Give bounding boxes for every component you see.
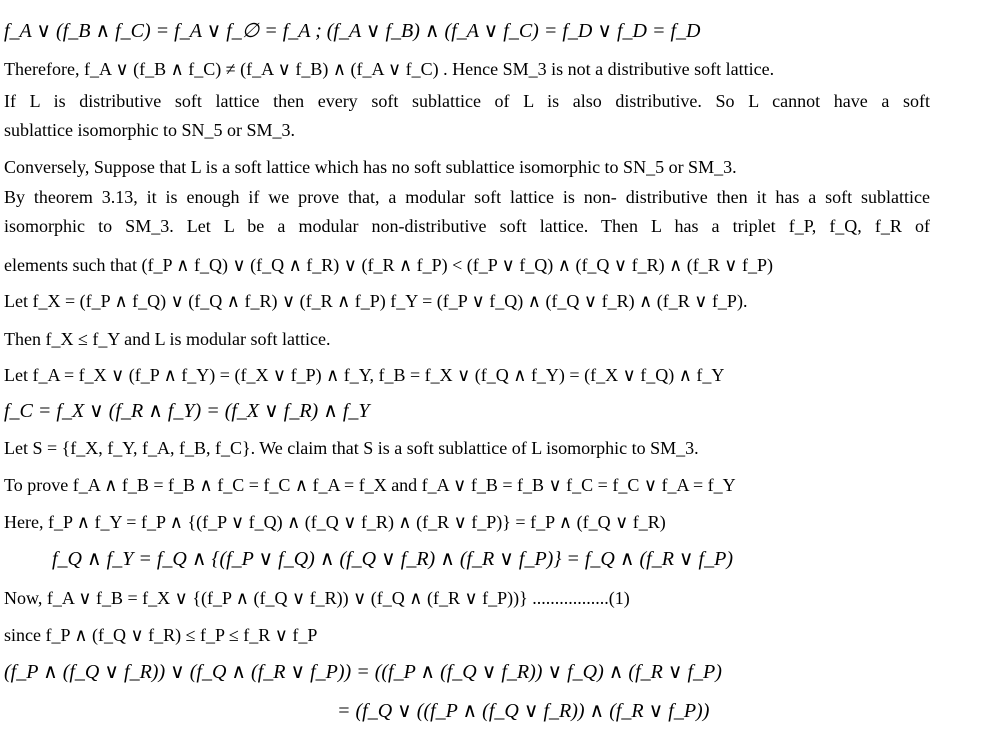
equation-line-1: f_A ∨ (f_B ∧ f_C) = f_A ∨ f_∅ = f_A ; (f_A ∨ f_B) ∧ (f_A ∨ f_C) = f_D ∨ f_D = f_D [4, 20, 701, 42]
text-line-18: since f_P ∧ (f_Q ∨ f_R) ≤ f_P ≤ f_R ∨ f_P [4, 625, 318, 645]
text-line-4: sublattice isomorphic to SN_5 or SM_3. [4, 120, 295, 140]
text-line-6: By theorem 3.13, it is enough if we prove that, a modular soft lattice is non- distributive then it has a soft sublattice [4, 187, 930, 207]
text-line-3: If L is distributive soft lattice then every soft sublattice of L is also distributive. So L cannot have a soft [4, 91, 930, 111]
text-line-14: To prove f_A ∧ f_B = f_B ∧ f_C = f_C ∧ f_A = f_X and f_A ∨ f_B = f_B ∨ f_C = f_C ∨ f_A = f_Y [4, 475, 736, 495]
text-line-13: Let S = {f_X, f_Y, f_A, f_B, f_C}. We claim that S is a soft sublattice of L isomorphic to SM_3. [4, 438, 699, 458]
equation-line-20: = (f_Q ∨ ((f_P ∧ (f_Q ∨ f_R)) ∧ (f_R ∨ f_P)) [337, 700, 710, 722]
text-line-2: Therefore, f_A ∨ (f_B ∧ f_C) ≠ (f_A ∨ f_B) ∧ (f_A ∨ f_C) . Hence SM_3 is not a distributive soft lattice. [4, 59, 775, 79]
equation-line-19: (f_P ∧ (f_Q ∨ f_R)) ∨ (f_Q ∧ (f_R ∨ f_P)) = ((f_P ∧ (f_Q ∨ f_R)) ∨ f_Q) ∧ (f_R ∨ f_P) [4, 661, 722, 683]
text-line-8: elements such that (f_P ∧ f_Q) ∨ (f_Q ∧ f_R) ∨ (f_R ∧ f_P) < (f_P ∨ f_Q) ∧ (f_Q ∨ f_R) ∧ (f_R ∨ f_P) [4, 255, 773, 275]
equation-line-12: f_C = f_X ∨ (f_R ∧ f_Y) = (f_X ∨ f_R) ∧ f_Y [4, 400, 370, 422]
text-line-17: Now, f_A ∨ f_B = f_X ∨ {(f_P ∧ (f_Q ∨ f_R)) ∨ (f_Q ∧ (f_R ∨ f_P))} .................(1) [4, 588, 630, 608]
text-line-5: Conversely, Suppose that L is a soft lattice which has no soft sublattice isomorphic to SN_5 or SM_3. [4, 157, 737, 177]
text-line-9: Let f_X = (f_P ∧ f_Q) ∨ (f_Q ∧ f_R) ∨ (f_R ∧ f_P) f_Y = (f_P ∨ f_Q) ∧ (f_Q ∨ f_R) ∧ (f_R ∨ f_P). [4, 291, 748, 311]
text-line-7: isomorphic to SM_3. Let L be a modular non-distributive soft lattice. Then L has a triplet f_P, f_Q, f_R of [4, 216, 930, 236]
text-line-11: Let f_A = f_X ∨ (f_P ∧ f_Y) = (f_X ∨ f_P) ∧ f_Y, f_B = f_X ∨ (f_Q ∧ f_Y) = (f_X ∨ f_Q) ∧ f_Y [4, 365, 725, 385]
text-line-10: Then f_X ≤ f_Y and L is modular soft lattice. [4, 329, 331, 349]
text-line-15: Here, f_P ∧ f_Y = f_P ∧ {(f_P ∨ f_Q) ∧ (f_Q ∨ f_R) ∧ (f_R ∨ f_P)} = f_P ∧ (f_Q ∨ f_R) [4, 512, 666, 532]
equation-line-16: f_Q ∧ f_Y = f_Q ∧ {(f_P ∨ f_Q) ∧ (f_Q ∨ f_R) ∧ (f_R ∨ f_P)} = f_Q ∧ (f_R ∨ f_P) [52, 548, 733, 570]
